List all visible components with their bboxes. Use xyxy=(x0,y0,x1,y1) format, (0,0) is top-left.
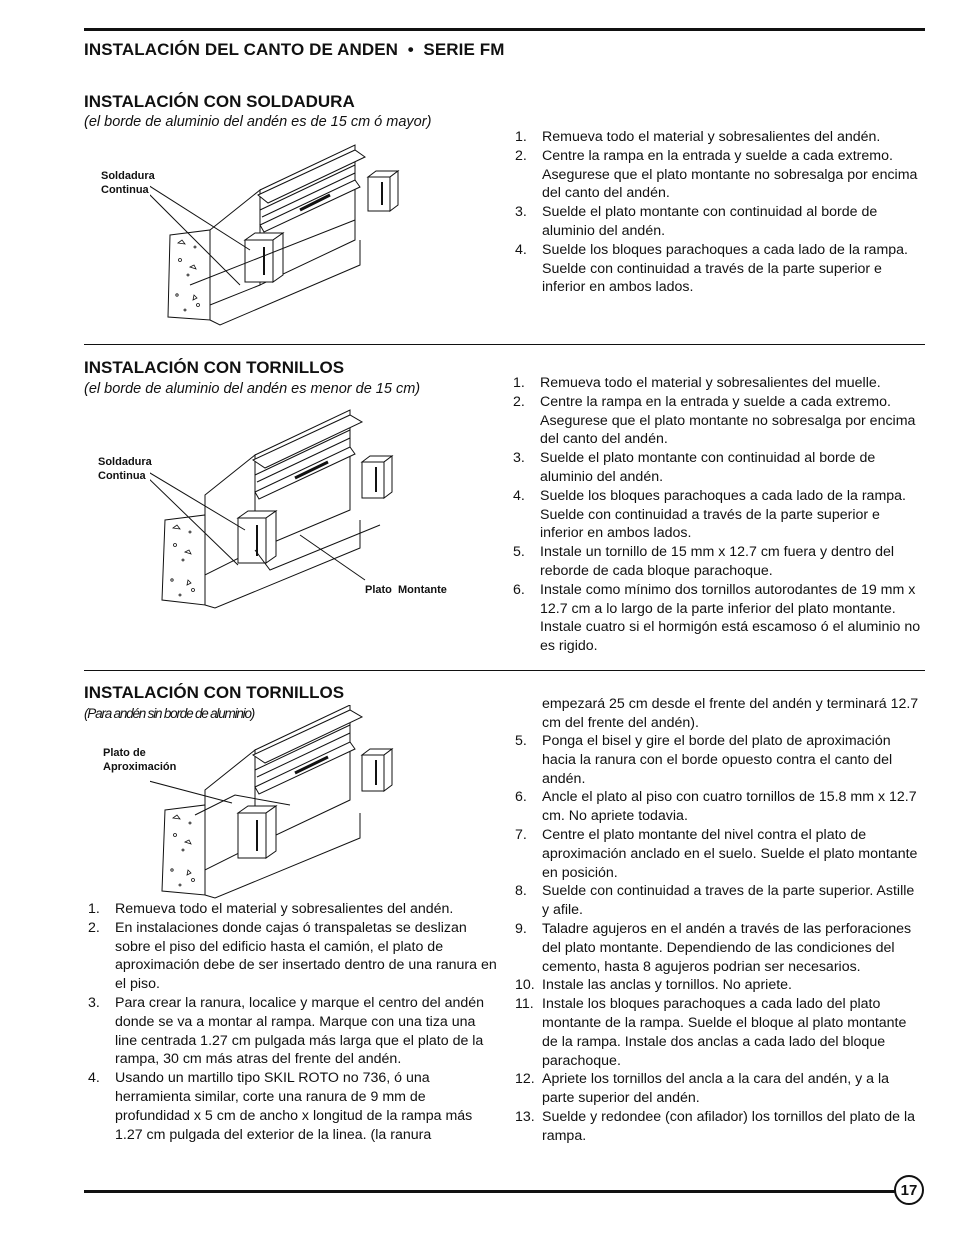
list-item: 8. Suelde con continuidad a traves de la parte superior. Astille y afile. xyxy=(515,883,915,919)
list-item: 6. Instale como mínimo dos tornillos autorodantes de 19 mm x 12.7 cm a lo largo de la parte inferior del plato montante. Instale cuatro si el hormigón está escamoso ó el aluminio no es rigido. xyxy=(513,581,921,655)
list-item: 5. Ponga el bisel y gire el borde del plato de aproximación hacia la ranura con el borde opuesto contra el canto del andén. xyxy=(515,733,893,787)
section-divider-2 xyxy=(84,670,925,671)
list-item: 2. En instalaciones donde cajas ó transpaletas se deslizan sobre el piso del edificio hasta el camión, el plato de aproximación debe de ser insertado dentro de una ranura en el piso. xyxy=(88,919,497,993)
figure-approach-plate-installation xyxy=(150,705,410,900)
list-item: 1. Remueva todo el material y sobresalientes del andén. xyxy=(515,129,881,145)
page-number: 17 xyxy=(894,1175,924,1205)
list-item: 3. Para crear la ranura, localice y marque el centro del andén donde se va a montar al rampa. Marque con una tiza una line centrada 1.27 cm pulgada más larga que el plato de la rampa, 30 cm más atras del frente del andén. xyxy=(88,994,485,1068)
list-item: 9. Taladre agujeros en el andén a través de las perforaciones del plato montante. Dependiendo de las condiciones del cemento, hasta 8 agujeros podrian ser necesarios. xyxy=(515,920,912,975)
section-heading-bolts-no-edge: INSTALACIÓN CON TORNILLOS xyxy=(84,683,345,702)
bottom-rule xyxy=(84,1190,896,1193)
section-divider-1 xyxy=(84,344,925,345)
figure-label-mounting-plate: Plato Montante xyxy=(365,584,447,596)
figure-label-approach-plate: Plato de Aproximación xyxy=(103,747,177,773)
page-title: INSTALACIÓN DEL CANTO DE ANDEN • SERIE FM xyxy=(84,40,505,59)
list-item: 1. Remueva todo el material y sobresalientes del andén. xyxy=(88,901,454,917)
list-item: 10. Instale las anclas y tornillos. No apriete. xyxy=(515,977,792,994)
top-rule xyxy=(84,28,925,31)
section-subheading-bolts-no-edge: (Para andén sin borde de aluminio) xyxy=(84,706,255,721)
list-item: 2. Centre la rampa en la entrada y suelde a cada extremo. Asegurese que el plato montante no sobresalga por encima del canto del andén. xyxy=(515,147,918,202)
list-item: 7. Centre el plato montante del nivel contra el plato de aproximación anclado en el suelo. Suelde el plato montante en posición. xyxy=(515,826,918,881)
section-heading-welding: INSTALACIÓN CON SOLDADURA xyxy=(84,92,355,111)
figure-label-continuous-weld-2: Soldadura Continua xyxy=(98,456,152,482)
step-4-continuation: empezará 25 cm desde el frente del andén y terminará 12.7 cm del frente del andén). xyxy=(542,696,919,731)
list-item: 11. Instale los bloques parachoques a cada lado del plato montante de la rampa. Suelde el bloque al plato montante de la rampa. Instale dos anclas a cada lado del bloque parachoque. xyxy=(515,996,907,1069)
section-subheading-bolts: (el borde de aluminio del andén es menor de 15 cm) xyxy=(84,381,421,397)
list-item: 6. Ancle el plato al piso con cuatro tornillos de 15.8 mm x 12.7 cm. No apriete todavia. xyxy=(515,789,917,825)
figure-weld-installation xyxy=(150,135,410,330)
steps-list-bolts xyxy=(513,374,925,656)
list-item: 3. Suelde el plato montante con continuidad al borde de aluminio del andén. xyxy=(513,450,876,485)
list-item: 1. Remueva todo el material y sobresalientes del muelle. xyxy=(513,375,881,391)
list-item: 12. Apriete los tornillos del ancla a la cara del andén, y a la parte superior del andén. xyxy=(515,1071,890,1107)
figure-bolt-installation xyxy=(150,400,410,610)
list-item: 2. Centre la rampa en la entrada y suelde a cada extremo. Asegurese que el plato montante no sobresalga por encima del canto del andén. xyxy=(513,393,916,448)
section-subheading-welding: (el borde de aluminio del andén es de 15 cm ó mayor) xyxy=(84,114,432,130)
list-item: 4. Suelde los bloques parachoques a cada lado de la rampa. Suelde con continuidad a través de la parte superior e inferior en ambos lados. xyxy=(513,487,906,542)
steps-list-approach-left xyxy=(88,900,500,1144)
list-item: 5. Instale un tornillo de 15 mm x 12.7 cm fuera y dentro del reborde de cada bloque parachoque. xyxy=(513,544,895,579)
figure-label-continuous-weld: Soldadura Continua xyxy=(101,170,155,196)
steps-list-approach-right xyxy=(515,732,925,1146)
list-item: 13. Suelde y redondee (con afilador) los tornillos del plato de la rampa. xyxy=(515,1108,916,1144)
list-item: 4. Usando un martillo tipo SKIL ROTO no 736, ó una herramienta similar, corte una ranura de 9 mm de profundidad x 5 cm de ancho x longitud de la rampa más 1.27 cm pulgada del exterior de la linea. (la ranura xyxy=(88,1070,473,1143)
section-heading-bolts: INSTALACIÓN CON TORNILLOS xyxy=(84,358,345,377)
list-item: 4. Suelde los bloques parachoques a cada lado de la rampa. Suelde con continuidad a través de la parte superior e inferior en ambos lados. xyxy=(515,241,908,296)
steps-list-welding xyxy=(515,128,920,297)
list-item: 3. Suelde el plato montante con continuidad al borde de aluminio del andén. xyxy=(515,204,878,239)
